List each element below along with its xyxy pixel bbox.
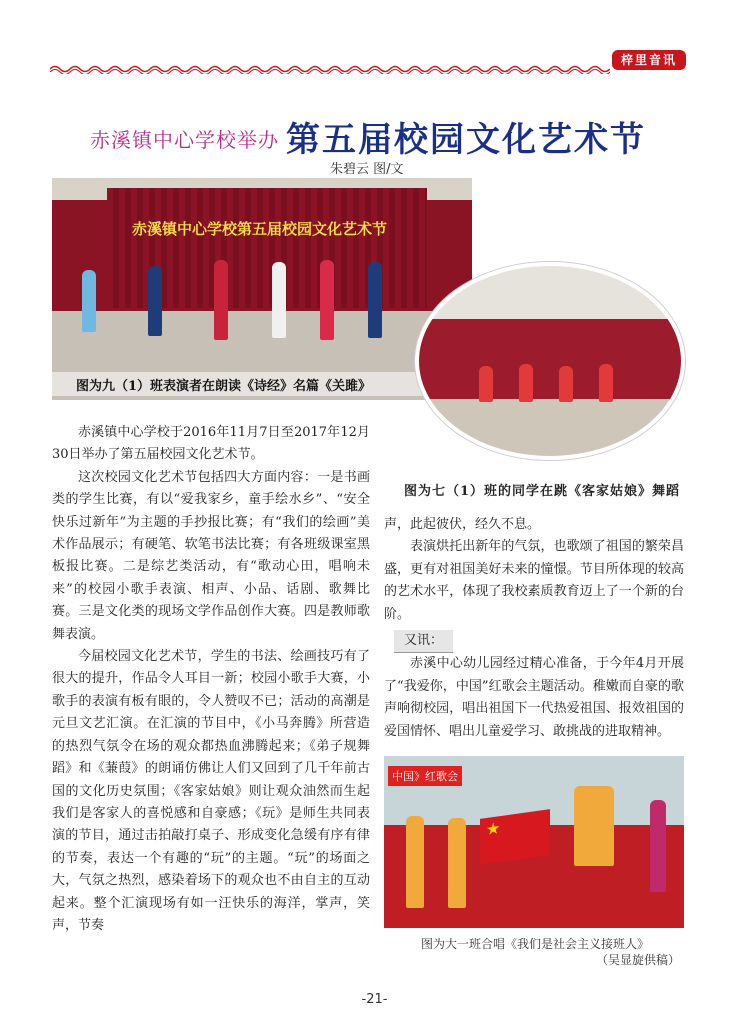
child-figure	[574, 786, 614, 866]
teacher-figure	[650, 800, 666, 892]
flag-icon: ★	[480, 809, 550, 865]
child-figure	[448, 818, 466, 908]
note-label: 又讯：	[394, 630, 453, 653]
photo3-credit: （吴显旋供稿）	[595, 953, 680, 967]
article-title: 第五届校园文化艺术节	[286, 120, 646, 160]
dancer-figure	[599, 364, 613, 402]
performer-figure	[320, 260, 334, 340]
paragraph: 今届校园文化艺术节，学生的书法、绘画技巧有了很大的提升，作品令人耳目一新；校园小歌手大赛，小歌手的表演有板有眼的，令人赞叹不已；活动的高潮是元旦文艺汇演。在汇演的节目中，《小马奔腾》所营造的热烈气氛令在场的观众都热血沸腾起来；《弟子规舞蹈》和《蒹葭》的朗诵仿佛让人们又回到了几千年前古国的文化历史氛围；《客家姑娘》则让观众油然而生起我们是客家人的喜悦感和自豪感；《玩》是师生共同表演的节目，通过击拍敲打桌子、形成变化急缓有序有律的节奏，表达一个有趣的“玩”的主题。“玩”的场面之大，气氛之热烈，感染着场下的观众也不由自主的互动起来。整个汇演现场有如一汪快乐的海洋，掌声，笑声，节奏	[52, 649, 370, 933]
photo-choir-flag	[384, 756, 684, 928]
article-author: 朱碧云 图/文	[330, 162, 404, 177]
performer-figure	[272, 262, 286, 338]
photo1-caption: 图为九（1）班表演者在朗读《诗经》名篇《关雎》	[76, 379, 372, 394]
dancer-figure	[559, 366, 573, 402]
performer-figure	[214, 260, 228, 340]
page-number: -21-	[361, 992, 388, 1007]
paragraph: 这次校园文化艺术节包括四大方面内容：一是书画类的学生比赛，有以“爱我家乡，童手绘水乡”、“安全快乐过新年”为主题的手抄报比赛；有“我们的绘画”美术作品展示；有硬笔、软笔书法比赛；有各班级课室黑板报比赛。二是综艺类活动，有“歌动心田，唱响未来”的校园小歌手表演、相声、小品、话剧、歌舞比赛。三是文化类的现场文学作品创作大赛。四是教师歌舞表演。	[52, 469, 370, 642]
child-figure	[406, 816, 424, 908]
article-subtitle: 赤溪镇中心学校举办	[90, 128, 279, 152]
stage-banner-text: 赤溪镇中心学校第五届校园文化艺术节	[132, 220, 388, 238]
paragraph: 赤溪镇中心学校于2016年11月7日至2017年12月30日举办了第五届校园文化艺术节。	[52, 425, 370, 463]
article-body-right	[384, 514, 684, 743]
section-tag: 梓里音讯	[612, 50, 686, 70]
article-body-left	[52, 422, 370, 937]
dancer-figure	[479, 366, 493, 402]
photo1-caption-bar	[52, 372, 472, 396]
dancer-figure	[519, 364, 533, 402]
paragraph: 声，此起彼伏，经久不息。	[384, 517, 541, 532]
photo3-caption	[390, 936, 680, 968]
photo3-caption-line: 图为大一班合唱《我们是社会主义接班人》	[420, 937, 649, 951]
photo2-caption: 图为七（1）班的同学在跳《客家姑娘》舞蹈	[404, 484, 681, 499]
paragraph: 赤溪中心幼儿园经过精心准备，于今年4月开展了“我爱你，中国”红歌会主题活动。稚嫩而自豪的歌声响彻校园，唱出祖国下一代热爱祖国、报效祖国的爱国情怀、唱出儿童爱学习、敢挑战的进取精神。	[384, 656, 684, 739]
note-label-row	[384, 630, 684, 653]
paragraph: 表演烘托出新年的气氛，也歌颂了祖国的繁荣昌盛，更有对祖国美好未来的憧憬。节目所体现的较高的艺术水平，体现了我校素质教育迈上了一个新的台阶。	[384, 539, 684, 622]
performer-figure	[368, 262, 382, 338]
article-title-row	[60, 112, 700, 162]
performer-figure	[82, 270, 96, 332]
decorative-wave-divider	[50, 64, 610, 74]
photo-stage-recitation	[52, 178, 472, 400]
photo-dance-circle	[415, 262, 685, 460]
photo3-banner-text: 中国》红歌会	[388, 766, 462, 786]
performer-figure	[148, 266, 162, 336]
